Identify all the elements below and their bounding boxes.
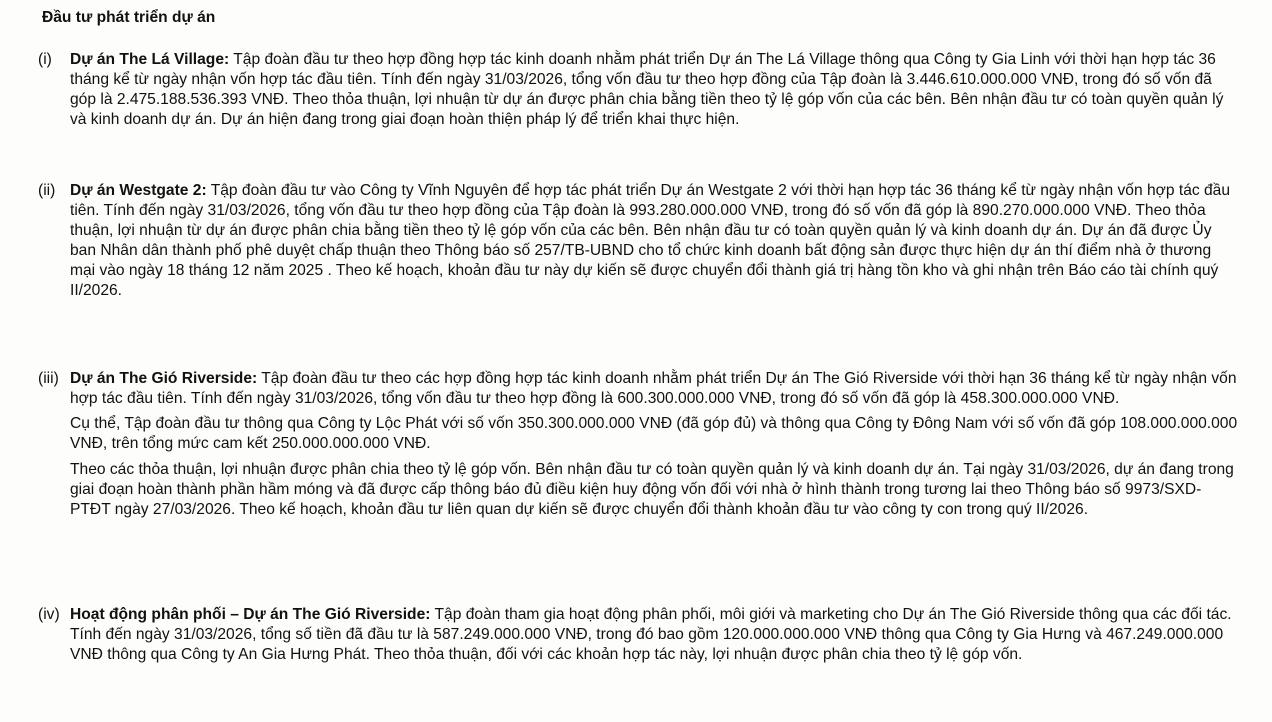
item-marker: (i) [38,51,52,68]
item-body [70,50,1238,130]
item-text: Tập đoàn đầu tư theo các hợp đồng hợp tác kinh doanh nhằm phát triển Dự án The Gió Riverside với thời hạn 36 tháng kể từ ngày nhận vốn hợp tác đầu tiên. Tính đến ngày 31/03/2026, tổng vốn đầu tư theo hợp đồng là 600.300.000.000 VNĐ, trong đó số vốn đã góp là 458.300.000.000 VNĐ. [70,370,1237,407]
section-heading: Đầu tư phát triển dự án [42,9,216,26]
item-paragraph [70,181,1238,301]
item-paragraph-3: Theo các thỏa thuận, lợi nhuận được phân chia theo tỷ lệ góp vốn. Bên nhận đầu tư có toàn quyền quản lý và kinh doanh dự án. Tại ngày 31/03/2026, dự án đang trong giai đoạn hoàn thành phần hầm móng và đã được cấp thông báo đủ điều kiện huy động vốn đối với nhà ở hình thành trong tương lai theo Thông báo số 9973/SXD-PTĐT ngày 27/03/2026. Theo kế hoạch, khoản đầu tư liên quan dự kiến sẽ được chuyển đổi thành khoản đầu tư vào công ty con trong quý II/2026. [70,461,1234,518]
item-marker: (ii) [38,182,56,199]
list-item-i [38,50,1238,130]
item-title: Hoạt động phân phối – Dự án The Gió Riverside: [70,606,431,623]
item-text: Tập đoàn tham gia hoạt động phân phối, môi giới và marketing cho Dự án The Gió Riverside thông qua các đối tác. Tính đến ngày 31/03/2026, tổng số tiền đã đầu tư là 587.249.000.000 VNĐ, trong đó bao gồm 120.000.000.000 VNĐ thông qua Công ty Gia Hưng và 467.249.000.000 VNĐ thông qua Công ty An Gia Hưng Phát. Theo thỏa thuận, đối với các khoản hợp tác này, lợi nhuận được phân chia theo tỷ lệ góp vốn. [70,606,1232,663]
list-item-iii [38,369,1238,520]
item-title: Dự án The Gió Riverside: [70,370,258,387]
item-body [70,369,1238,520]
item-text: Tập đoàn đầu tư theo hợp đồng hợp tác kinh doanh nhằm phát triển Dự án The Lá Village thông qua Công ty Gia Linh với thời hạn hợp tác 36 tháng kể từ ngày nhận vốn hợp tác đầu tiên. Tính đến ngày 31/03/2026, tổng vốn đầu tư theo hợp đồng của Tập đoàn là 3.446.610.000.000 VNĐ, trong đó số vốn đã góp là 2.475.188.536.393 VNĐ. Theo thỏa thuận, lợi nhuận từ dự án được phân chia bằng tiền theo tỷ lệ góp vốn của các bên. Bên nhận đầu tư có toàn quyền quản lý và kinh doanh dự án. Dự án hiện đang trong giai đoạn hoàn thiện pháp lý để triển khai thực hiện. [70,51,1224,128]
item-text: Tập đoàn đầu tư vào Công ty Vĩnh Nguyên để hợp tác phát triển Dự án Westgate 2 với thời hạn hợp tác 36 tháng kể từ ngày nhận vốn hợp tác đầu tiên. Tính đến ngày 31/03/2026, tổng vốn đầu tư theo hợp đồng của Tập đoàn là 993.280.000.000 VNĐ, trong đó số vốn đã góp là 890.270.000.000 VNĐ. Theo thỏa thuận, lợi nhuận từ dự án được phân chia bằng tiền theo tỷ lệ góp vốn của các bên. Bên nhận đầu tư có toàn quyền quản lý và kinh doanh dự án. Dự án đã được Ủy ban Nhân dân thành phố phê duyệt chấp thuận theo Thông báo số 257/TB-UBND cho tổ chức kinh doanh bất động sản được thực hiện dự án thí điểm nhà ở thương mại vào ngày 18 tháng 12 năm 2025 . Theo kế hoạch, khoản đầu tư này dự kiến sẽ được chuyển đổi thành giá trị hàng tồn kho và ghi nhận trên Báo cáo tài chính quý II/2026. [70,182,1231,299]
item-title: Dự án The Lá Village: [70,51,230,68]
item-paragraph-2: Cụ thể, Tập đoàn đầu tư thông qua Công ty Lộc Phát với số vốn 350.300.000.000 VNĐ (đã góp đủ) và thông qua Công ty Đông Nam với số vốn đã góp 108.000.000.000 VNĐ, trên tổng mức cam kết 250.000.000.000 VNĐ. [70,415,1238,452]
list-item-ii [38,181,1238,301]
item-title: Dự án Westgate 2: [70,182,207,199]
item-paragraph [70,605,1238,665]
item-body [70,605,1238,665]
item-marker: (iv) [38,606,60,623]
item-body [70,181,1238,301]
item-marker: (iii) [38,370,59,387]
item-paragraph [70,50,1238,130]
list-item-iv [38,605,1238,665]
item-paragraph [70,369,1238,409]
